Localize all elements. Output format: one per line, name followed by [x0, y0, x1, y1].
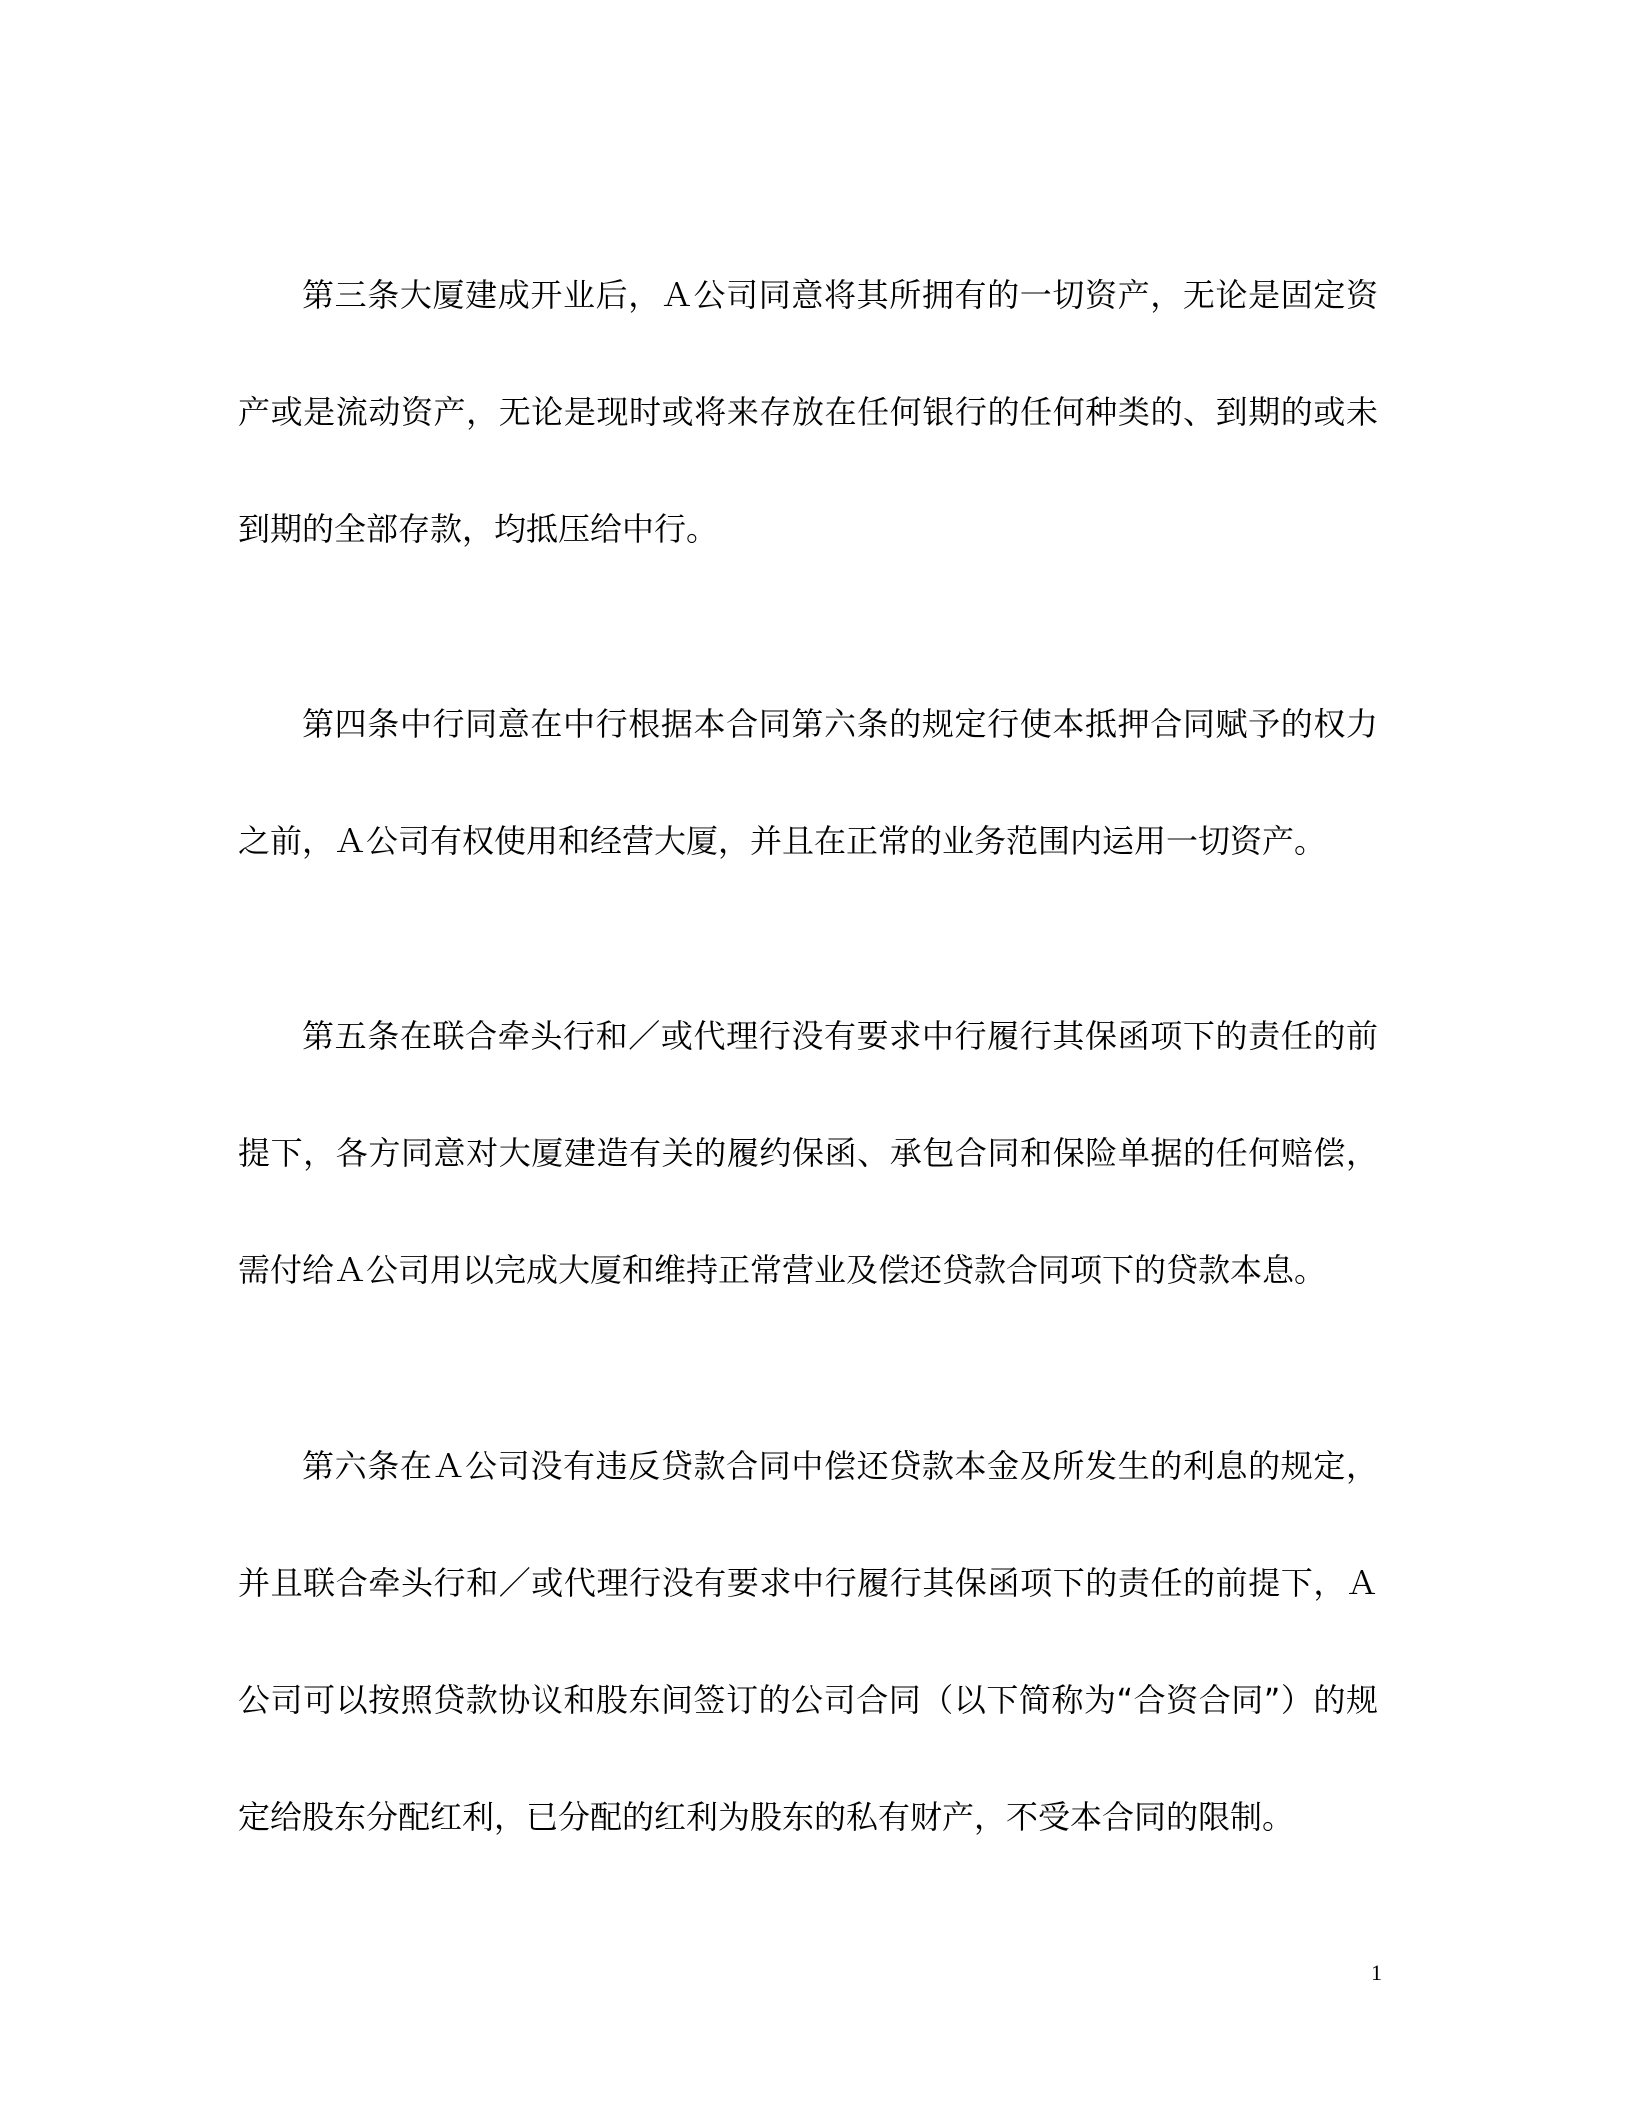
article-6-paragraph: 第六条在Ａ公司没有违反贷款合同中偿还贷款本金及所发生的利息的规定，并且联合牵头行和／或代理行没有要求中行履行其保函项下的责任的前提下，Ａ公司可以按照贷款协议和股东间签订的公司合同（以下简称为“合资合同”）的规定给股东分配红利，已分配的红利为股东的私有财产，不受本合同的限制。 [238, 1447, 1378, 1836]
article-4-paragraph: 第四条中行同意在中行根据本合同第六条的规定行使本抵押合同赋予的权力之前，Ａ公司有权使用和经营大厦，并且在正常的业务范围内运用一切资产。 [238, 705, 1378, 860]
page-number: 1 [1371, 1960, 1382, 1985]
article-5-paragraph: 第五条在联合牵头行和／或代理行没有要求中行履行其保函项下的责任的前提下，各方同意对大厦建造有关的履约保函、承包合同和保险单据的任何赔偿，需付给Ａ公司用以完成大厦和维持正常营业及偿还贷款合同项下的贷款本息。 [238, 1017, 1378, 1289]
article-3-paragraph: 第三条大厦建成开业后，Ａ公司同意将其所拥有的一切资产，无论是固定资产或是流动资产，无论是现时或将来存放在任何银行的任何种类的、到期的或未到期的全部存款，均抵压给中行。 [238, 276, 1378, 548]
